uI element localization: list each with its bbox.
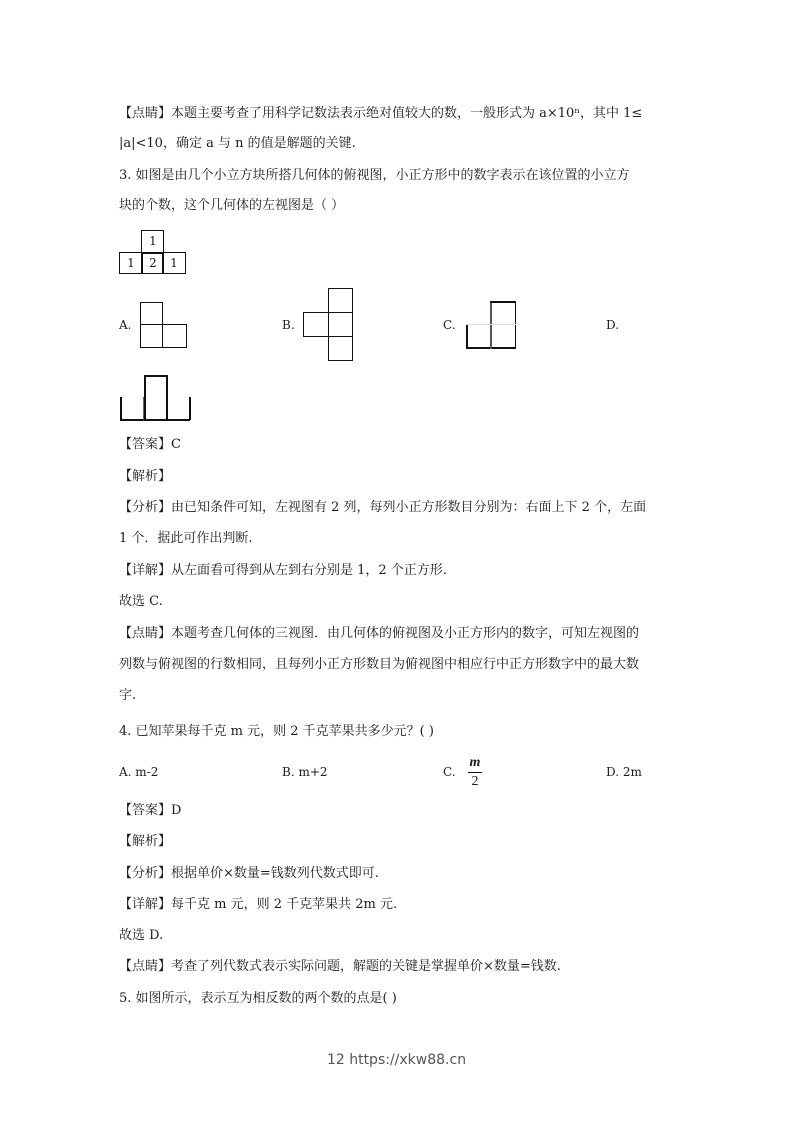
q3-option-a-figure [140,302,188,348]
q3-option-c-figure [466,301,516,349]
q3-option-d-figure [120,375,192,421]
q3-jiexi-heading: 【解析】 [119,469,172,484]
q3-fenxi-line-2: 1 个．据此可作出判断. [119,531,253,546]
q3-dianjing-line-2: 列数与俯视图的行数相同，且每列小正方形数目为俯视图中相应行中正方形数字中的最大数 [119,657,640,672]
q3-option-c-label: C. [443,318,456,332]
prev-dianjing-line-2: |a|<10，确定 a 与 n 的值是解题的关键. [119,136,356,151]
fraction-numerator: m [469,755,481,770]
q3-answer: 【答案】C [119,437,181,452]
q3-option-b-figure [303,288,355,362]
topview-number: 1 [127,256,135,270]
q3-option-d-label: D. [606,318,620,332]
q3-option-b-label: B. [282,318,295,332]
q4-jiexi-heading: 【解析】 [119,834,172,849]
q4-dianjing: 【点睛】考查了列代数式表示实际问题，解题的关键是掌握单价×数量=钱数. [119,959,561,974]
q4-option-c-fraction [468,755,482,790]
topview-number: 1 [149,234,157,248]
q3-dianjing-line-3: 字. [119,688,137,703]
q3-xiangjie: 【详解】从左面看可得到从左到右分别是 1，2 个正方形. [119,563,447,578]
fraction-bar [468,772,482,773]
q3-topview-figure [119,230,189,274]
topview-number: 1 [170,256,178,270]
q4-option-c-label: C. [443,765,456,779]
q4-option-a: A. m-2 [119,765,159,779]
q4-guxuan: 故选 D. [119,928,164,943]
prev-dianjing-line-1: 【点睛】本题主要考查了用科学记数法表示绝对值较大的数，一般形式为 a×10ⁿ，其中 1≤ [119,106,643,121]
q4-stem: 4. 已知苹果每千克 m 元，则 2 千克苹果共多少元？( ) [119,724,434,739]
q4-fenxi: 【分析】根据单价×数量=钱数列代数式即可. [119,866,379,881]
topview-number: 2 [149,256,157,270]
fraction-denominator: 2 [471,774,479,789]
q5-stem: 5. 如图所示，表示互为相反数的两个数的点是( ) [119,991,397,1006]
q3-stem-line-2: 块的个数，这个几何体的左视图是（ ） [119,198,345,213]
q3-fenxi-line-1: 【分析】由已知条件可知，左视图有 2 列，每列小正方形数目分别为：右面上下 2 个，左面 [119,500,647,515]
q3-guxuan: 故选 C. [119,594,163,609]
q3-stem-line-1: 3. 如图是由几个小立方块所搭几何体的俯视图，小正方形中的数字表示在该位置的小立方 [119,168,630,183]
q4-answer: 【答案】D [119,803,182,818]
q3-option-a-label: A. [119,318,132,332]
page-footer: 12 https://xkw88.cn [326,1052,467,1068]
q3-dianjing-line-1: 【点睛】本题考查几何体的三视图．由几何体的俯视图及小正方形内的数字，可知左视图的 [119,626,640,641]
q4-option-d: D. 2m [606,765,642,779]
q4-option-b: B. m+2 [282,765,328,779]
q4-xiangjie: 【详解】每千克 m 元，则 2 千克苹果共 2m 元. [119,897,398,912]
